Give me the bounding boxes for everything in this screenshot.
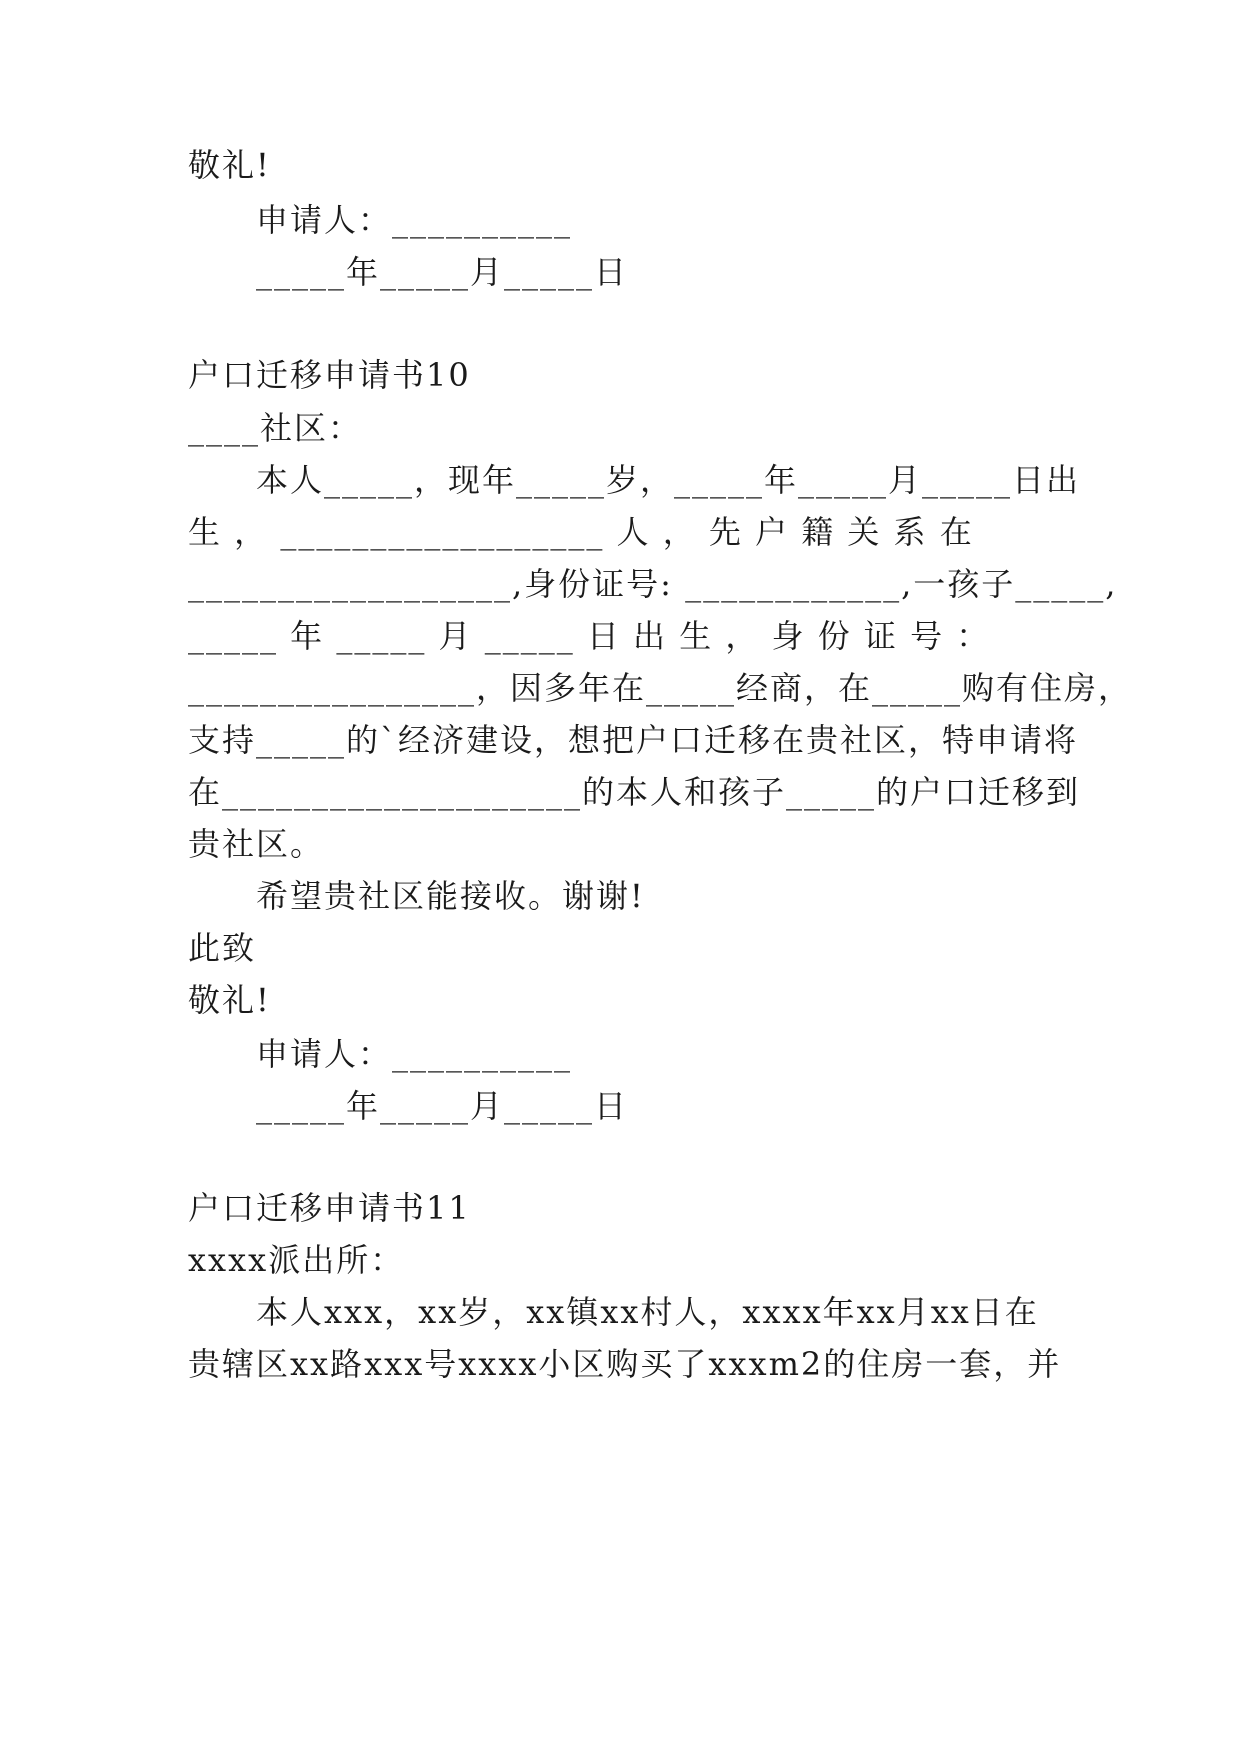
body-paragraph-line: 本人xxx，xx岁，xx镇xx村人，xxxx年xx月xx日在 [256, 1293, 1039, 1331]
salutation-text: 敬礼! [188, 981, 271, 1019]
closing-text: 此致 [188, 929, 257, 967]
body-paragraph-line: 支持_____的`经济建设，想把户口迁移在贵社区，特申请将 [188, 721, 1079, 759]
closing-wish: 希望贵社区能接收。谢谢! [256, 877, 645, 915]
body-paragraph-line: 在____________________的本人和孩子_____的户口迁移到 [188, 773, 1081, 811]
date-line: _____年_____月_____日 [256, 253, 629, 291]
section-title: 户口迁移申请书10 [188, 356, 471, 394]
body-paragraph-line: 生 ， __________________ 人 ， 先 户 籍 关 系 在 [188, 513, 974, 551]
body-paragraph-line: 贵社区。 [188, 825, 325, 863]
section-title: 户口迁移申请书11 [188, 1189, 471, 1227]
applicant-signature-line: 申请人：__________ [256, 1035, 573, 1073]
body-paragraph-line: _____ 年 _____ 月 _____ 日 出 生 ， 身 份 证 号 ： [188, 617, 991, 655]
body-paragraph-line: 本人_____，现年_____岁，_____年_____月_____日出 [256, 461, 1081, 499]
date-line: _____年_____月_____日 [256, 1087, 629, 1125]
body-paragraph-line: __________________,身份证号: ____________,一孩子_____, [188, 565, 1118, 603]
salutation-text: 敬礼! [188, 146, 271, 184]
addressee-line: ____社区： [188, 409, 363, 447]
body-paragraph-line: 贵辖区xx路xxx号xxxx小区购买了xxxm2的住房一套，并 [188, 1345, 1062, 1383]
body-paragraph-line: ________________，因多年在_____经商，在_____购有住房， [188, 669, 1133, 707]
applicant-signature-line: 申请人：__________ [256, 201, 573, 239]
addressee-line: xxxx派出所： [188, 1241, 405, 1279]
